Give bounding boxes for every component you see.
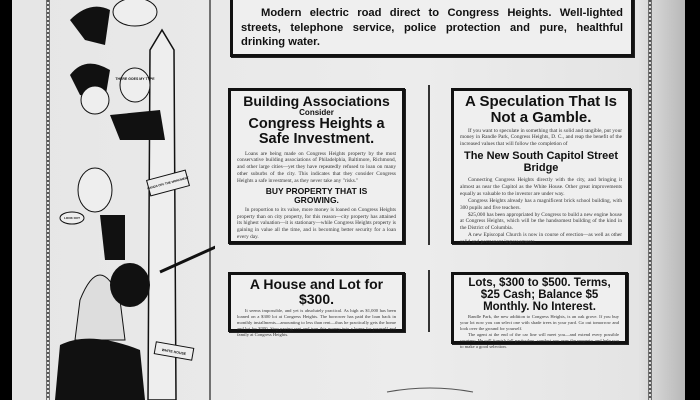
lots-terms-ad [451,272,628,350]
figure-top-body [70,7,110,45]
top-ad-box [230,0,634,57]
ad-paragraph: Connecting Congress Heights directly with the city, and bringing it almost as near the Capitol as the White House. Other great improvements equally as valuable to the investor are under way. [460,177,622,197]
bubble-text: THERE GOES MY TYPE [115,77,155,81]
banner-text: WHITE HOUSE [161,347,187,357]
ad-subhead: BUY PROPERTY THAT IS GROWING. [265,185,368,205]
right-border-ornament [648,0,652,400]
speech-bubble [120,68,150,102]
ad-subtitle: Consider [299,107,334,117]
figure-body-2 [100,215,125,260]
ad-paragraph: Randle Park, the new addition to Congress Heights, is an oak grove. If you buy your lot now you can select one with shade trees in your yard. Go out tomorrow and look over the ground for yourself. [460,314,619,332]
decorative-rule [385,384,475,396]
ad-subhead: The New South Capitol Street Bridge [463,150,618,174]
cartoon-illustration [50,0,215,400]
ad-headline: A Speculation That Is Not a Gamble. [465,93,617,126]
ad-paragraph: A new Episcopal Church is now in course of erection—as well as other solid and permanent improvements. [460,232,622,246]
figure-body [110,110,165,140]
ad-body-2: In proportion to its value, more money is loaned on Congress Heights property than on city property, for this reason—city property has attained its highest valuation—it is stationary—while Congress Heights property is gaining in value all the time, and is becoming better security for a loan every day. [237,206,396,241]
figure-bottom [55,339,145,400]
column-divider [428,85,430,245]
building-associations-ad [228,88,405,244]
top-ad-text: Modern electric road direct to Congress Heights. Well-lighted streets, telephone service, police protection and pure, healthful drinking water. [241,7,623,49]
ad-headline: A House and Lot for $300. [249,276,384,307]
ad-paragraph: The agent at the end of the car line will meet you—and extend every possible courtesy. He will furnish full particulars, conduct you over the property, and help you to make a good selection. [460,332,619,350]
figure-top [113,0,157,26]
ad-paragraph: Congress Heights already has a magnificent brick school building, with 300 pupils and five teachers. [460,197,622,211]
ad-body: It seems impossible, and yet is absolutely practical. As high as $1,000 has been loaned on a $300 lot at Congress Heights. The borrower has paid the loan back in monthly installments—amounting to less than rent—thus he practically gets the home and lot for $300. Stop paying rent and turn this money into a home for yourself and family at Congress Heights. [237,308,396,338]
speculation-ad [451,88,631,244]
ad-title: Building Associations [243,93,390,109]
figure-face [81,86,109,114]
ad-body: Loans are being made on Congress Heights property by the most conservative building associations of Philadelphia, Baltimore, Richmond, and other large cities—yet they have repeatedly refused to loan on many other suburbs of the city. This indicates that they consider Congress Heights a safe investment, as they never take any "risks." [237,150,396,185]
ad-body: If you want to speculate in something that is solid and tangible, put your money in Randle Park, Congress Heights, D. C., and reap the benefit of the increased values that will follow the completion of [460,127,622,148]
ad-headline: Lots, $300 to $500. Terms, $25 Cash; Balance $5 Monthly. No Interest. [468,277,611,314]
column-divider [428,270,430,332]
figure-hair [110,263,150,307]
sign-text: HANDS OFF THE MONUMENT [146,175,190,191]
figure-face-2 [78,168,112,212]
bubble-text-2: LOOK OUT [64,216,80,220]
ad-paragraph: $25,000 has been appropriated by Congress to build a new engine house at Congress Heights, which will be the handsomest building of the kind in the District of Columbia. [460,211,622,232]
house-and-lot-ad [228,272,405,338]
ad-headline: Congress Heights a Safe Investment. [248,116,385,148]
